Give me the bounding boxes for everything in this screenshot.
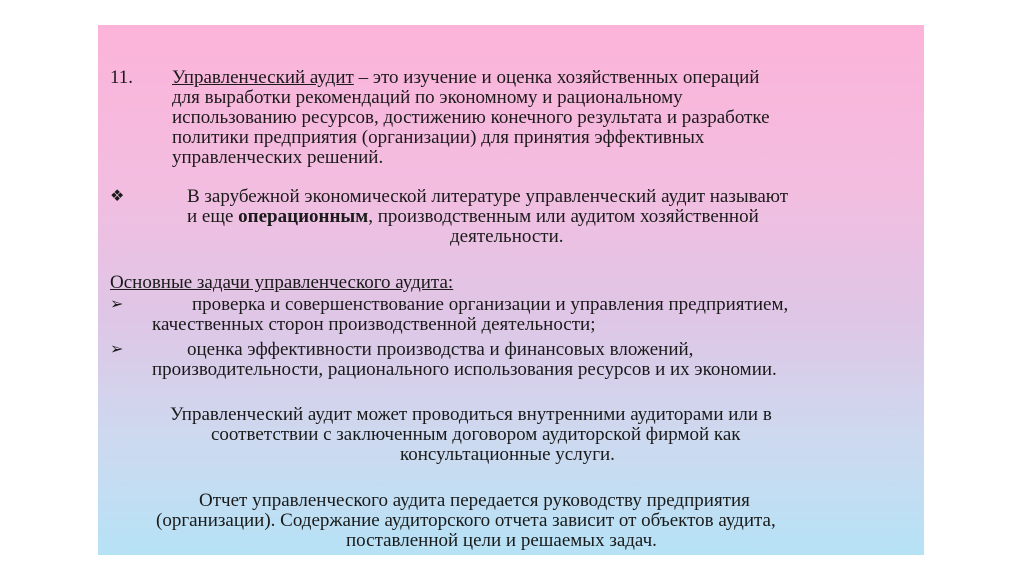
note-line2-pre: и еще: [187, 206, 239, 227]
item11-line4: политики предприятия (организации) для принятия эффективных: [172, 127, 705, 148]
task1-line2: качественных сторон производственной деятельности;: [152, 314, 596, 335]
para1-line1: Управленческий аудит может проводиться внутренними аудиторами или в: [170, 404, 772, 425]
item11-line5: управленческих решений.: [172, 147, 384, 168]
item11-term: Управленческий аудит: [172, 67, 354, 88]
task2-line1: оценка эффективности производства и финансовых вложений,: [187, 339, 694, 360]
note-line3: деятельности.: [450, 226, 564, 247]
item11-line2: для выработки рекомендаций по экономному и рациональному: [172, 87, 683, 108]
para2-line1: Отчет управленческого аудита передается руководству предприятия: [199, 490, 750, 511]
item-number: 11.: [110, 67, 134, 88]
diamond-bullet-icon: ❖: [110, 186, 125, 205]
item11-line1: [172, 68, 759, 88]
para1-line3: консультационные услуги.: [400, 444, 615, 465]
task2-line2: производительности, рационального использования ресурсов и их экономии.: [152, 359, 777, 380]
note-line2: [187, 207, 759, 227]
note-line2-post: , производственным или аудитом хозяйственной: [368, 206, 759, 227]
para2-line3: поставленной цели и решаемых задач.: [346, 530, 657, 551]
note-line1: В зарубежной экономической литературе управленческий аудит называют: [187, 186, 789, 207]
arrow-bullet-icon: ➢: [110, 294, 124, 313]
tasks-heading: Основные задачи управленческого аудита:: [110, 272, 454, 293]
para1-line2: соответствии с заключенным договором аудиторской фирмой как: [211, 424, 741, 445]
item11-definition: – это изучение и оценка хозяйственных операций: [353, 67, 760, 88]
item11-line3: использованию ресурсов, достижению конечного результата и разработке: [172, 107, 770, 128]
task1-line1: проверка и совершенствование организации и управления предприятием,: [192, 294, 789, 315]
note-line2-bold: операционным: [238, 206, 369, 227]
arrow-bullet-icon: ➢: [110, 339, 124, 358]
para2-line2: (организации). Содержание аудиторского отчета зависит от объектов аудита,: [156, 510, 776, 531]
slide: [98, 25, 924, 555]
